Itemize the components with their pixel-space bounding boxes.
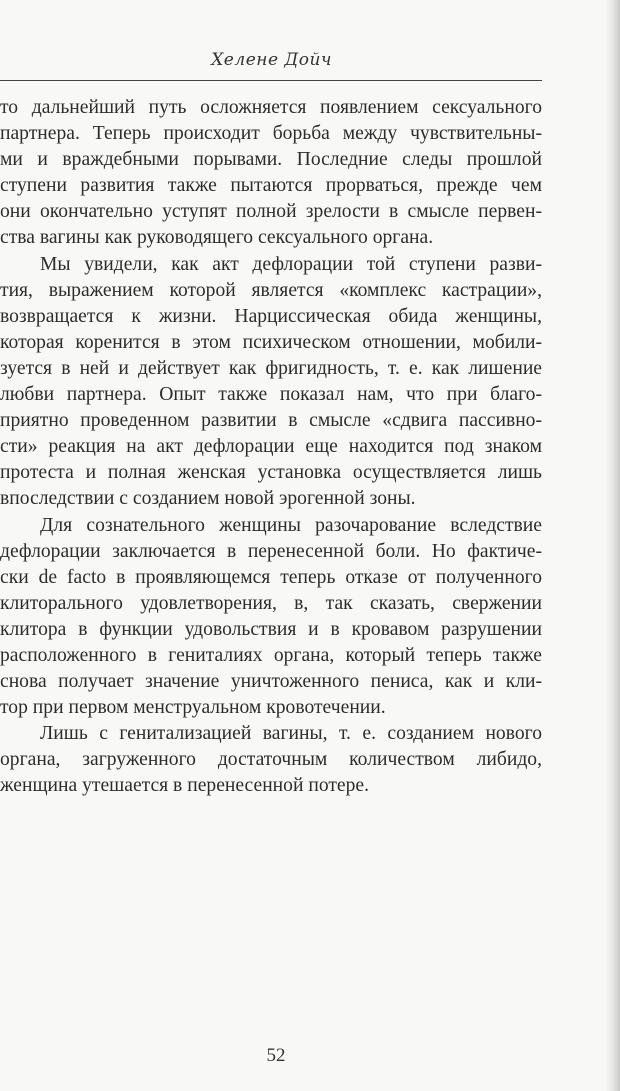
text-line: впоследствии с созданием новой эрогенной зоны. bbox=[0, 488, 416, 510]
text-line: органа, загруженного достаточным количеством либидо, bbox=[0, 749, 542, 771]
text-line: тор при первом менструальном кровотечении. bbox=[0, 697, 386, 719]
page-number: 52 bbox=[266, 1045, 286, 1066]
text-line: расположенного в гениталиях органа, который теперь также bbox=[0, 644, 542, 666]
running-header bbox=[0, 50, 542, 70]
text-line: тия, выражением которой является «комплекс кастрации», bbox=[0, 279, 542, 301]
running-title: Хелене Дойч bbox=[211, 50, 332, 70]
text-line: ступени развития также пытаются прорваться, прежде чем bbox=[0, 175, 542, 197]
text-line: приятно проведенном развитии в смысле «сдвига пассивно- bbox=[0, 410, 542, 432]
text-line: дефлорации заключается в перенесенной боли. Но фактиче- bbox=[0, 540, 542, 562]
body-text bbox=[0, 95, 542, 800]
text-line: то дальнейший путь осложняется появлением сексуального bbox=[0, 97, 542, 118]
text-line: которая коренится в этом психическом отношении, мобили- bbox=[0, 331, 542, 353]
text-line: Лишь с генитализацией вагины, т. е. созданием нового bbox=[40, 723, 542, 745]
text-line: ми и враждебными порывами. Последние следы прошлой bbox=[0, 149, 542, 171]
text-line: Для сознательного женщины разочарование вследствие bbox=[40, 514, 542, 536]
text-line: сти» реакция на акт дефлорации еще находится под знаком bbox=[0, 436, 542, 458]
page-edge-shadow bbox=[606, 0, 620, 1091]
text-line: Мы увидели, как акт дефлорации той ступени разви- bbox=[40, 253, 542, 275]
text-line: клиторального удовлетворения, в, так сказать, свержении bbox=[0, 592, 542, 614]
text-line: женщина утешается в перенесенной потере. bbox=[0, 775, 370, 797]
text-line: возвращается к жизни. Нарциссическая обида женщины, bbox=[0, 305, 542, 327]
text-line: зуется в ней и действует как фригидность, т. е. как лишение bbox=[0, 357, 542, 379]
text-line: они окончательно уступят полной зрелости в смысле первен- bbox=[0, 201, 542, 223]
text-line: протеста и полная женская установка осуществляется лишь bbox=[0, 462, 542, 484]
text-line: снова получает значение уничтоженного пениса, как и кли- bbox=[0, 671, 542, 693]
text-line: клитора в функции удовольствия и в кровавом разрушении bbox=[0, 618, 542, 640]
text-line: ства вагины как руководящего сексуального органа. bbox=[0, 227, 434, 249]
header-rule bbox=[0, 80, 542, 81]
text-line: ски de facto в проявляющемся теперь отказе от полученного bbox=[0, 566, 542, 588]
text-line: партнера. Теперь происходит борьба между чувствительны- bbox=[0, 123, 542, 145]
text-line: любви партнера. Опыт также показал нам, что при благо- bbox=[0, 384, 542, 406]
